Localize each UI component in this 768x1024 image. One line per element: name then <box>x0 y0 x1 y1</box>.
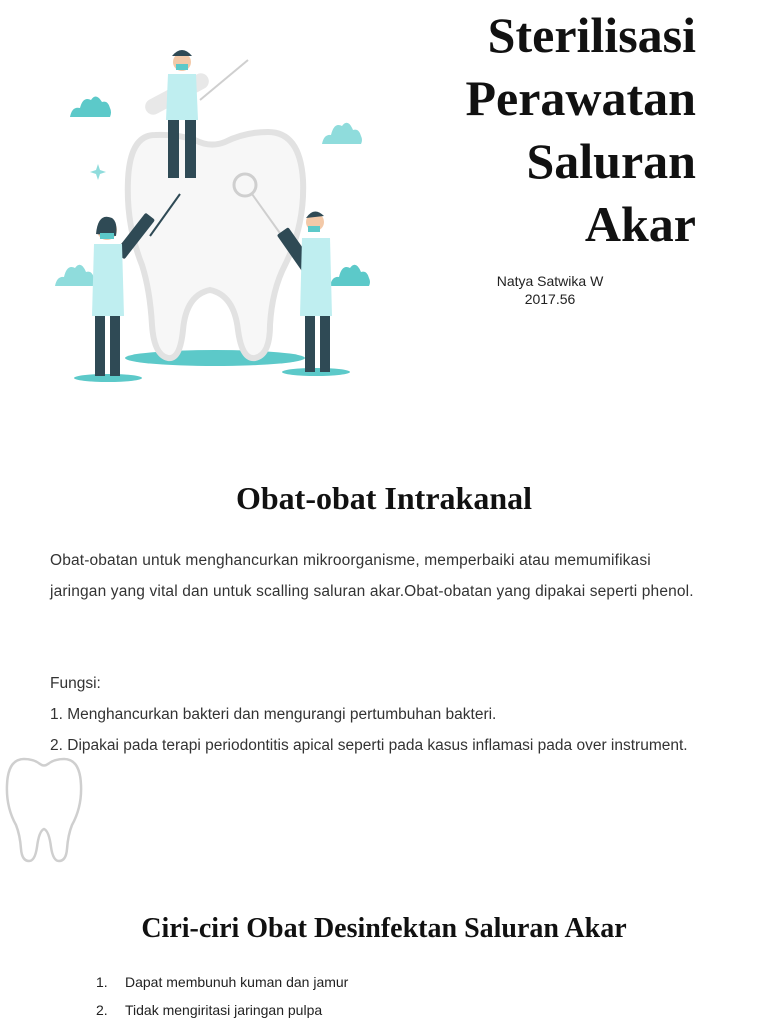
author-name: Natya Satwika W <box>496 273 604 289</box>
intro-paragraph: Obat-obatan untuk menghancurkan mikroorganisme, memperbaiki atau memumifikasi jaringan yang vital dan untuk scalling saluran akar.Obat-obatan yang dipakai seperti phenol. <box>50 552 694 600</box>
dentist-tooth-illustration <box>50 40 390 390</box>
tooth-icon <box>128 132 303 358</box>
title-line: Akar <box>584 196 696 252</box>
cloud-icon <box>330 265 370 286</box>
list-number: 2. <box>50 737 63 754</box>
ciri-list <box>96 968 696 1024</box>
list-text: Menghancurkan bakteri dan mengurangi pertumbuhan bakteri. <box>67 706 497 723</box>
title-line: Perawatan <box>465 70 696 126</box>
cloud-icon <box>70 96 111 117</box>
list-number: 2. <box>96 1002 108 1018</box>
ciri-list-block <box>96 968 696 1024</box>
section-heading-ciri-ciri: Ciri-ciri Obat Desinfektan Saluran Akar <box>141 913 627 944</box>
list-item <box>96 968 696 996</box>
floor-shadow <box>74 374 142 382</box>
floor-shadow <box>282 368 350 376</box>
cover-title <box>366 4 696 256</box>
list-text: Tidak mengiritasi jaringan pulpa <box>125 1002 323 1018</box>
list-item <box>50 699 710 730</box>
list-number: 1. <box>96 974 108 990</box>
list-text: Dapat membunuh kuman dan jamur <box>125 974 349 990</box>
list-item <box>50 730 710 761</box>
fungsi-list <box>50 699 710 761</box>
list-text: Dipakai pada terapi periodontitis apical seperti pada kasus inflamasi pada over instrument. <box>67 737 688 754</box>
cloud-icon <box>322 123 362 144</box>
author-id: 2017.56 <box>524 291 576 307</box>
list-number: 1. <box>50 706 63 723</box>
fungsi-block <box>50 668 710 761</box>
list-item <box>96 996 696 1024</box>
author-block <box>470 272 630 308</box>
section-heading-intrakanal: Obat-obat Intrakanal <box>235 480 533 516</box>
title-line: Saluran <box>526 133 696 189</box>
title-line: Sterilisasi <box>487 7 696 63</box>
cloud-icon <box>55 265 95 286</box>
tooth-outline-icon <box>4 755 84 865</box>
floor-shadow <box>125 350 305 366</box>
fungsi-label: Fungsi: <box>50 675 101 692</box>
sparkle-icon <box>90 164 106 180</box>
